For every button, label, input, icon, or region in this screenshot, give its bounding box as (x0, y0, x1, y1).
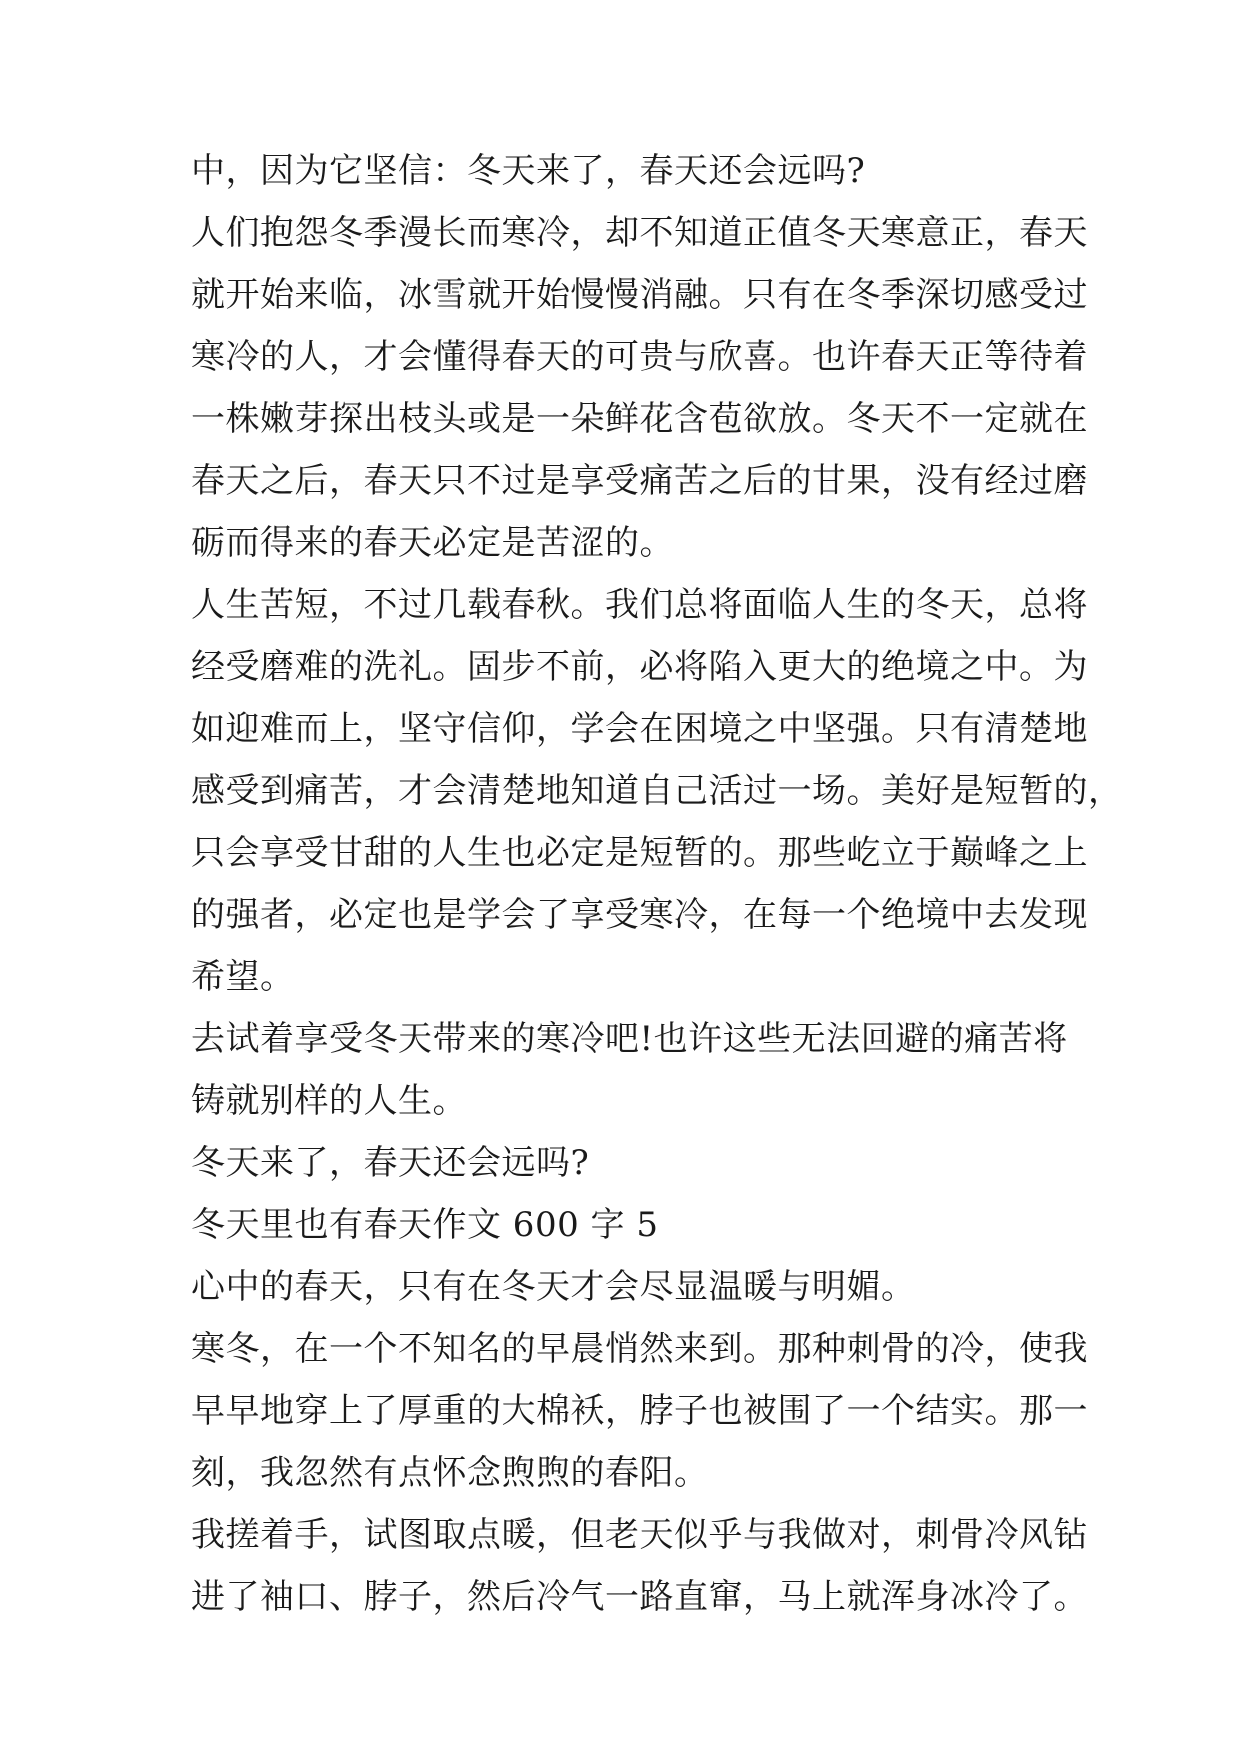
section-heading: 冬天里也有春天作文 600 字 5 (191, 1205, 659, 1245)
text-line: 去试着享受冬天带来的寒冷吧!也许这些无法回避的痛苦将 (191, 1019, 1068, 1059)
text-line: 的强者，必定也是学会了享受寒冷，在每一个绝境中去发现 (191, 895, 1088, 935)
document-body (191, 140, 1123, 1628)
text-line: 一株嫩芽探出枝头或是一朵鲜花含苞欲放。冬天不一定就在 (191, 399, 1088, 439)
text-line: 就开始来临，冰雪就开始慢慢消融。只有在冬季深切感受过 (191, 275, 1088, 315)
text-line: 铸就别样的人生。 (191, 1081, 467, 1121)
text-line: 心中的春天，只有在冬天才会尽显温暖与明媚。 (191, 1267, 916, 1307)
text-line: 砺而得来的春天必定是苦涩的。 (191, 523, 674, 563)
text-line: 寒冷的人，才会懂得春天的可贵与欣喜。也许春天正等待着 (191, 337, 1088, 377)
text-line: 希望。 (191, 957, 295, 997)
text-line: 中，因为它坚信：冬天来了，春天还会远吗? (191, 151, 866, 191)
text-line: 感受到痛苦，才会清楚地知道自己活过一场。美好是短暂的， (191, 771, 1123, 811)
text-line: 春天之后，春天只不过是享受痛苦之后的甘果，没有经过磨 (191, 461, 1088, 501)
text-line: 如迎难而上，坚守信仰，学会在困境之中坚强。只有清楚地 (191, 709, 1088, 749)
text-line: 寒冬，在一个不知名的早晨悄然来到。那种刺骨的冷，使我 (191, 1329, 1088, 1369)
text-line: 人生苦短，不过几载春秋。我们总将面临人生的冬天，总将 (191, 585, 1088, 625)
text-line: 进了袖口、脖子，然后冷气一路直窜，马上就浑身冰冷了。 (191, 1577, 1088, 1617)
text-line: 我搓着手，试图取点暖，但老天似乎与我做对，刺骨冷风钻 (191, 1515, 1088, 1555)
text-line: 早早地穿上了厚重的大棉袄，脖子也被围了一个结实。那一 (191, 1391, 1088, 1431)
text-line: 冬天来了，春天还会远吗? (191, 1143, 590, 1183)
text-line: 人们抱怨冬季漫长而寒冷，却不知道正值冬天寒意正，春天 (191, 213, 1088, 253)
text-line: 经受磨难的洗礼。固步不前，必将陷入更大的绝境之中。为 (191, 647, 1088, 687)
text-line: 只会享受甘甜的人生也必定是短暂的。那些屹立于巅峰之上 (191, 833, 1088, 873)
text-line: 刻，我忽然有点怀念煦煦的春阳。 (191, 1453, 709, 1493)
